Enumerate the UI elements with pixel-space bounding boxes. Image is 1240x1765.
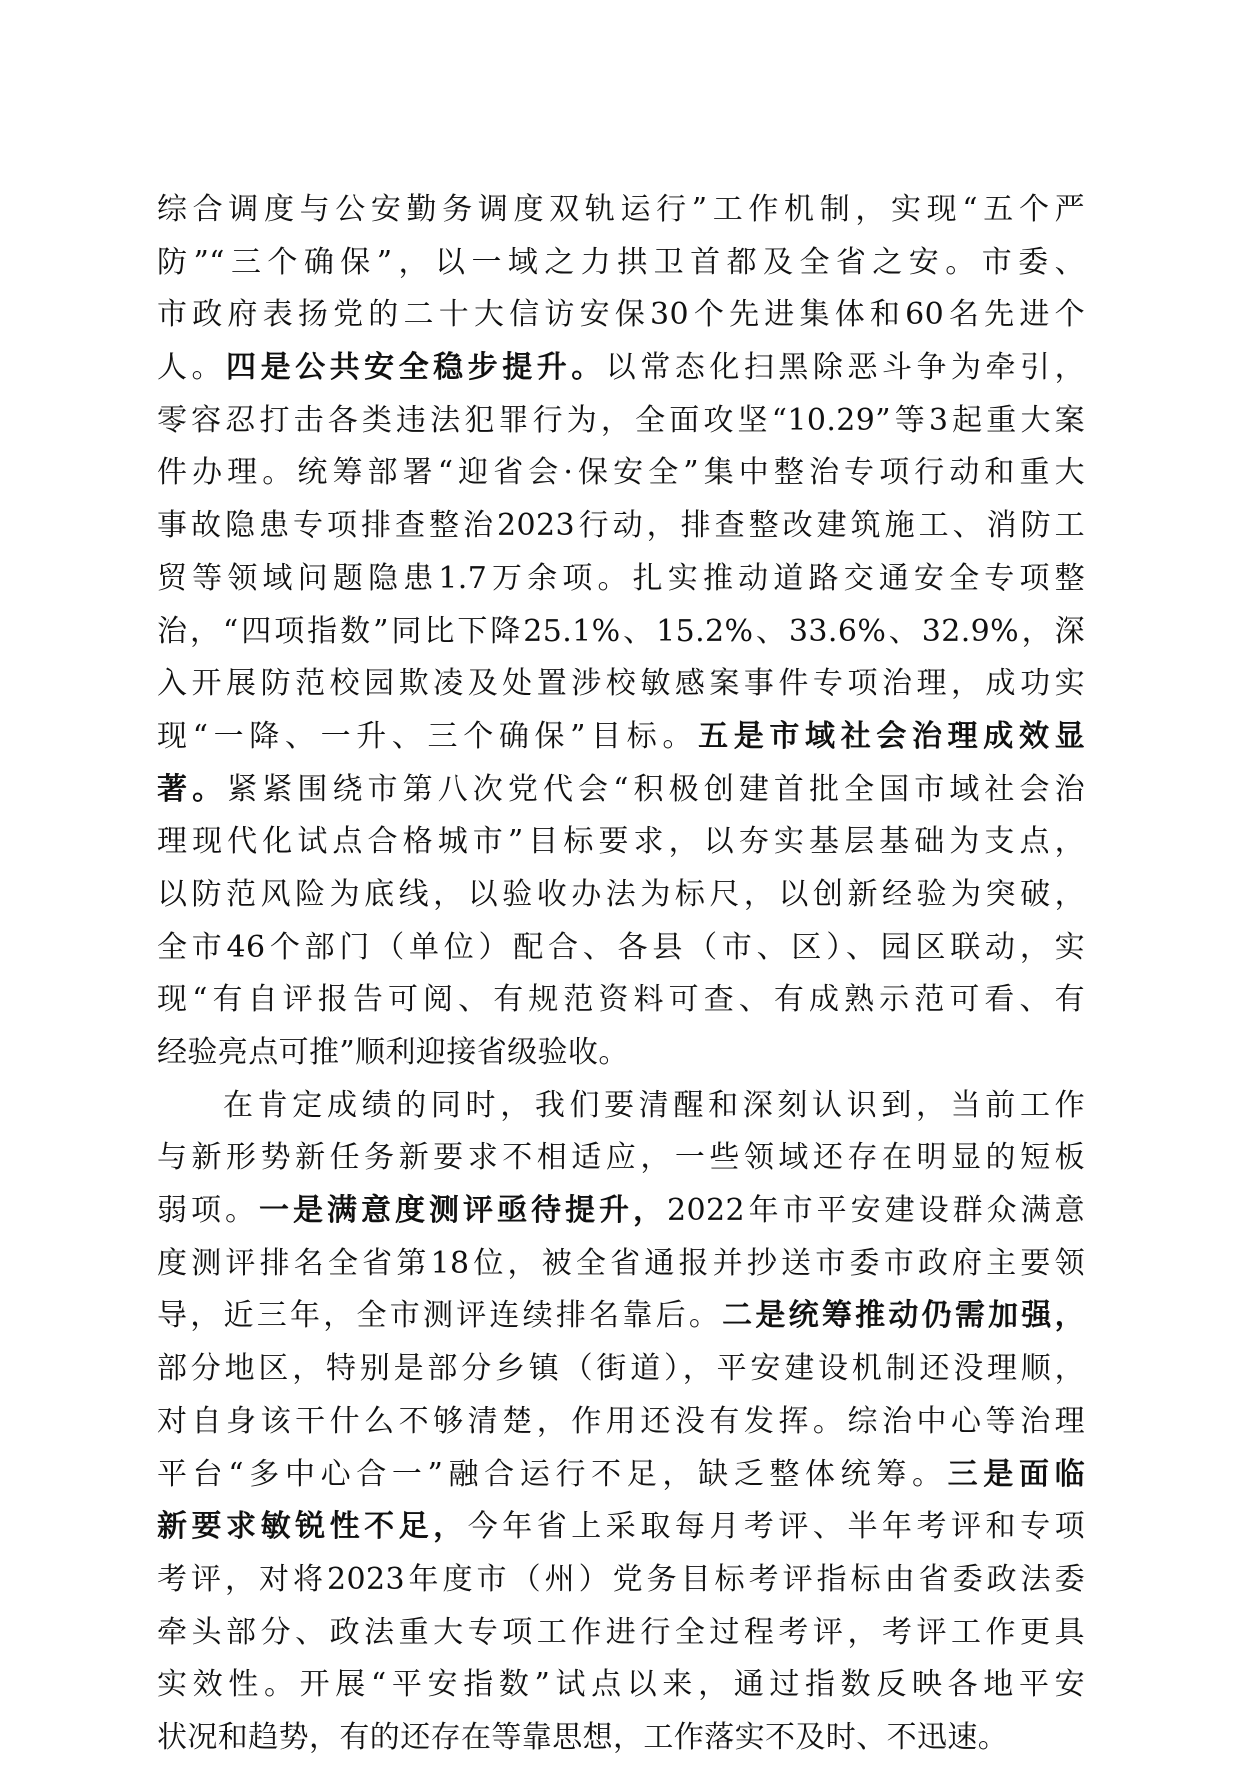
text-run: 2022年市平安建设群众满意 [667,1193,1085,1229]
bold-heading-social-governance: 五是市域社会治理成效显 [698,718,1085,754]
text-line: 市政府表扬党的二十大信访安保30个先进集体和60名先进个 [157,297,1085,333]
text-line: 贸等领域问题隐患1.7万余项。扎实推动道路交通安全专项整 [157,560,1085,596]
text-line: 度测评排名全省第18位，被全省通报并抄送市委市政府主要领 [157,1245,1085,1281]
document-body [157,184,1085,1765]
text-line: 状况和趋势，有的还存在等靠思想，工作落实不及时、不迅速。 [157,1719,1009,1755]
text-line: 以防范风险为底线，以验收办法为标尺，以创新经验为突破， [157,876,1085,912]
bold-heading-coordination: 二是统筹推动仍需加强， [722,1298,1085,1334]
text-line [157,1185,1085,1238]
text-line: 经验亮点可推”顺利迎接省级验收。 [157,1035,629,1070]
text-line [157,1290,1085,1343]
text-line: 零容忍打击各类违法犯罪行为，全面攻坚“10.29”等3起重大案 [157,402,1085,438]
text-line: 考评，对将2023年度市（州）党务目标考评指标由省委政法委 [157,1561,1085,1597]
text-run: 紧紧围绕市第八次党代会“积极创建首批全国市域社会治 [227,771,1085,807]
text-run: 导，近三年，全市测评连续排名靠后。 [157,1298,723,1334]
bold-heading-public-safety: 四是公共安全稳步提升。 [226,350,606,386]
text-line [157,342,1085,395]
text-line: 综合调度与公安勤务调度双轨运行”工作机制，实现“五个严 [157,192,1085,227]
text-line: 与新形势新任务新要求不相适应，一些领域还存在明显的短板 [157,1140,1085,1176]
text-line [157,1501,1085,1554]
bold-heading-new-requirements: 三是面临 [947,1456,1085,1492]
text-line [157,764,1085,817]
text-line: 牵头部分、政法重大专项工作进行全过程考评，考评工作更具 [157,1614,1085,1650]
text-line: 全市46个部门（单位）配合、各县（市、区）、园区联动，实 [157,929,1085,965]
text-line: 部分地区，特别是部分乡镇（街道），平安建设机制还没理顺， [157,1351,1085,1387]
text-run: 以常态化扫黑除恶斗争为牵引， [605,350,1085,386]
text-line: 防”“三个确保”，以一域之力拱卫首都及全省之安。市委、 [157,244,1085,280]
bold-heading-social-governance-end: 著。 [157,771,228,807]
text-line: 在肯定成绩的同时，我们要清醒和深刻认识到，当前工作 [223,1087,1085,1123]
text-run: 弱项。 [157,1193,260,1229]
text-run: 现“一降、一升、三个确保”目标。 [157,718,699,754]
text-line [157,711,1085,764]
bold-heading-satisfaction: 一是满意度测评亟待提升， [259,1193,668,1229]
text-line: 治，“四项指数”同比下降25.1%、15.2%、33.6%、32.9%，深 [157,613,1085,649]
text-run: 今年省上采取每月考评、半年考评和专项 [467,1509,1085,1545]
text-line: 实效性。开展“平安指数”试点以来，通过指数反映各地平安 [157,1667,1085,1703]
text-line: 入开展防范校园欺凌及处置涉校敏感案事件专项治理，成功实 [157,666,1085,702]
text-line: 件办理。统筹部署“迎省会·保安全”集中整治专项行动和重大 [157,455,1085,491]
text-line: 理现代化试点合格城市”目标要求，以夯实基层基础为支点， [157,824,1085,860]
text-run: 平台“多中心合一”融合运行不足，缺乏整体统筹。 [157,1456,948,1492]
text-line: 事故隐患专项排查整治2023行动，排查整改建筑施工、消防工 [157,508,1085,544]
bold-heading-new-requirements-end: 新要求敏锐性不足， [157,1509,468,1545]
text-line [157,1449,1085,1502]
text-line: 对自身该干什么不够清楚，作用还没有发挥。综治中心等治理 [157,1403,1085,1439]
text-line: 现“有自评报告可阅、有规范资料可查、有成熟示范可看、有 [157,982,1085,1018]
text-run: 人。 [157,350,227,386]
